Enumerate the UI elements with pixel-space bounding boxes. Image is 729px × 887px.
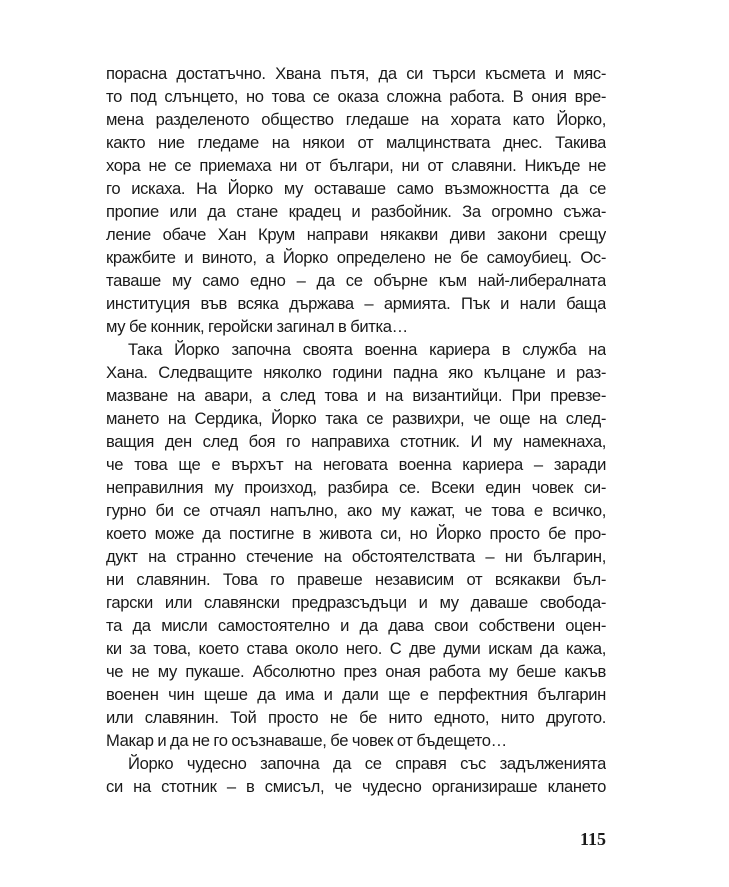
text-line: ващия ден след боя го направиха стотник. И му намекнаха, <box>106 432 606 451</box>
text-line: Макар и да не го осъзнаваше, бе човек от бъдещето… <box>106 731 507 750</box>
text-line: таваше му само едно – да се обърне към най-либералната <box>106 271 606 290</box>
text-line: военен чин щеше да има и дали ще е перфектния българин <box>106 685 606 704</box>
text-line: го искаха. На Йорко му оставаше само възможността да се <box>106 179 606 198</box>
text-line: то под слънцето, но това се оказа сложна работа. В ония вре- <box>106 87 606 106</box>
text-line: гурно би се отчаял напълно, ако му кажат, че това е всичко, <box>106 501 606 520</box>
text-line: мазване на авари, а след това и на византийци. При превзе- <box>106 386 606 405</box>
text-line: че това ще е върхът на неговата военна кариера – заради <box>106 455 606 474</box>
text-line: Така Йорко започна своята военна кариера в служба на <box>128 340 606 359</box>
text-line: както ние гледаме на някои от малцинствата днес. Такива <box>106 133 606 152</box>
text-line: ни славянин. Това го правеше независим от всякакви бъл- <box>106 570 606 589</box>
text-line: та да мисли самостоятелно и да дава свои собствени оцен- <box>106 616 606 635</box>
text-line: Йорко чудесно започна да се справя със задълженията <box>128 754 606 773</box>
text-line: порасна достатъчно. Хвана пътя, да си търси късмета и мяс- <box>106 64 606 83</box>
text-line: мена разделеното общество гледаше на хората като Йорко, <box>106 110 606 129</box>
paragraph <box>106 62 606 338</box>
text-line: мането на Сердика, Йорко така се развихри, че още на след- <box>106 409 606 428</box>
text-line: ление обаче Хан Крум направи някакви диви закони срещу <box>106 225 606 244</box>
text-line: институция във всяка държава – армията. Пък и нали баща <box>106 294 606 313</box>
text-line: му бе конник, геройски загинал в битка… <box>106 317 408 336</box>
text-line: или славянин. Той просто не бе нито едното, нито другото. <box>106 708 606 727</box>
text-line: ки за това, което става около него. С две думи искам да кажа, <box>106 639 606 658</box>
text-line: гарски или славянски предразсъдъци и му даваше свобода- <box>106 593 606 612</box>
text-line: което може да постигне в живота си, но Йорко просто бе про- <box>106 524 606 543</box>
text-line: Хана. Следващите няколко години падна яко кълцане и раз- <box>106 363 606 382</box>
text-line: пропие или да стане крадец и разбойник. За огромно съжа- <box>106 202 606 221</box>
page-text-block <box>106 62 606 832</box>
paragraph <box>106 752 606 798</box>
page-number: 115 <box>579 829 606 849</box>
paragraph <box>106 338 606 752</box>
text-line: хора не се приемаха ни от българи, ни от славяни. Никъде не <box>106 156 606 175</box>
text-line: неправилния му произход, разбира се. Всеки един човек си- <box>106 478 606 497</box>
text-line: че не му пукаше. Абсолютно през оная работа му беше какъв <box>106 662 606 681</box>
text-line: дукт на странно стечение на обстоятелствата – ни българин, <box>106 547 606 566</box>
text-line: кражбите и виното, а Йорко определено не бе самоубиец. Ос- <box>106 248 606 267</box>
text-line: си на стотник – в смисъл, че чудесно организираше клането <box>106 777 606 796</box>
